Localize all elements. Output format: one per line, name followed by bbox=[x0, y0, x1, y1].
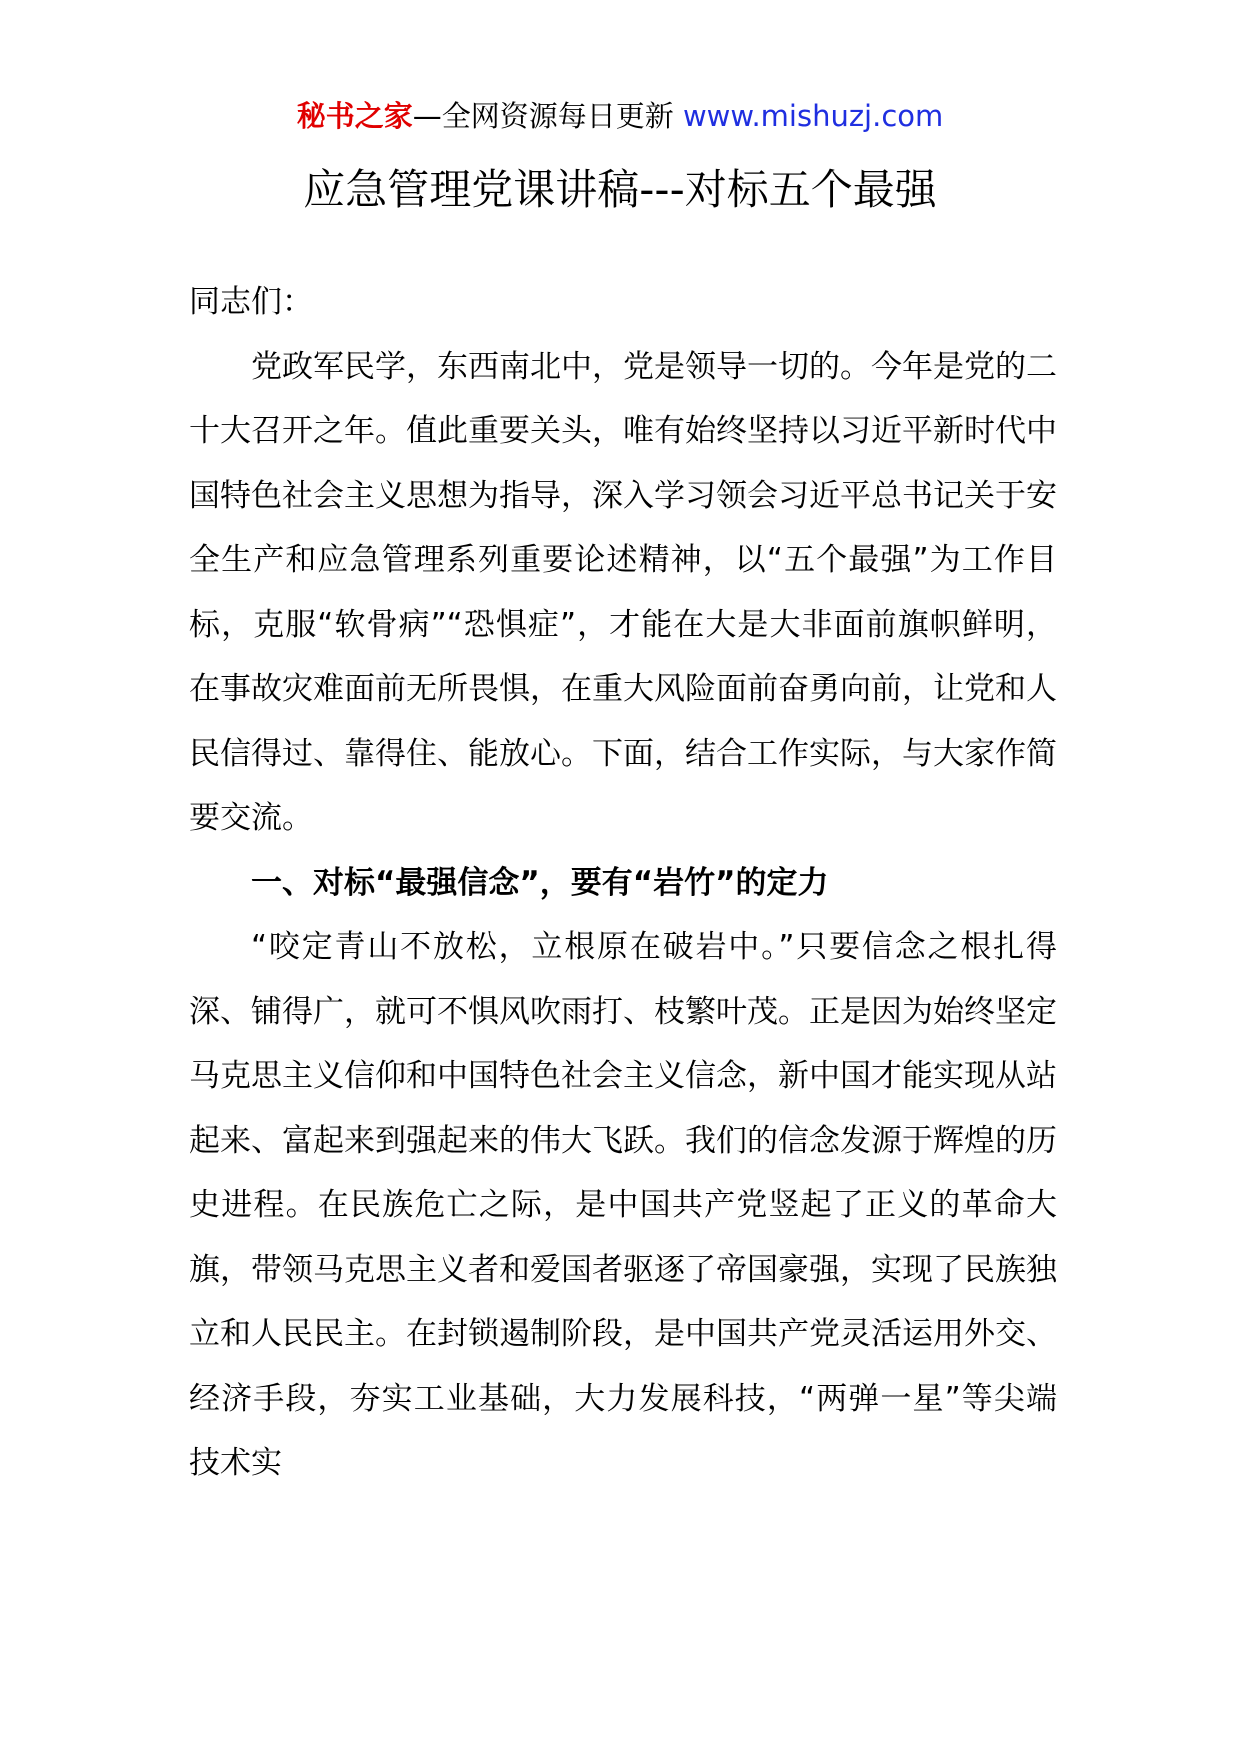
document-title: 应急管理党课讲稿---对标五个最强 bbox=[303, 165, 937, 214]
paragraph: 党政军民学，东西南北中，党是领导一切的。今年是党的二十大召开之年。值此重要关头，唯有始终坚持以习近平新时代中国特色社会主义思想为指导，深入学习领会习近平总书记关于安全生产和应急管理系列重要论述精神，以“五个最强”为工作目标，克服“软骨病”“恐惧症”，才能在大是大非面前旗帜鲜明，在事故灾难面前无所畏惧，在重大风险面前奋勇向前，让党和人民信得过、靠得住、能放心。下面，结合工作实际，与大家作简要交流。 bbox=[189, 348, 1057, 836]
section-heading: 一、对标“最强信念”，要有“岩竹”的定力 bbox=[251, 864, 829, 901]
site-header bbox=[0, 96, 1240, 136]
salutation: 同志们： bbox=[189, 284, 313, 320]
document-body bbox=[189, 270, 1057, 1496]
header-tagline: —全网资源每日更新 bbox=[412, 99, 683, 133]
brand-name: 秘书之家 bbox=[296, 99, 413, 133]
paragraph: “咬定青山不放松，立根原在破岩中。”只要信念之根扎得深、铺得广，就可不惧风吹雨打、枝繁叶茂。正是因为始终坚定马克思主义信仰和中国特色社会主义信念，新中国才能实现从站起来、富起来到强起来的伟大飞跃。我们的信念发源于辉煌的历史进程。在民族危亡之际，是中国共产党竖起了正义的革命大旗，带领马克思主义者和爱国者驱逐了帝国豪强，实现了民族独立和人民民主。在封锁遏制阶段，是中国共产党灵活运用外交、经济手段，夯实工业基础，大力发展科技，“两弹一星”等尖端技术实 bbox=[189, 929, 1057, 1481]
site-url[interactable]: www.mishuzj.com bbox=[682, 99, 944, 133]
